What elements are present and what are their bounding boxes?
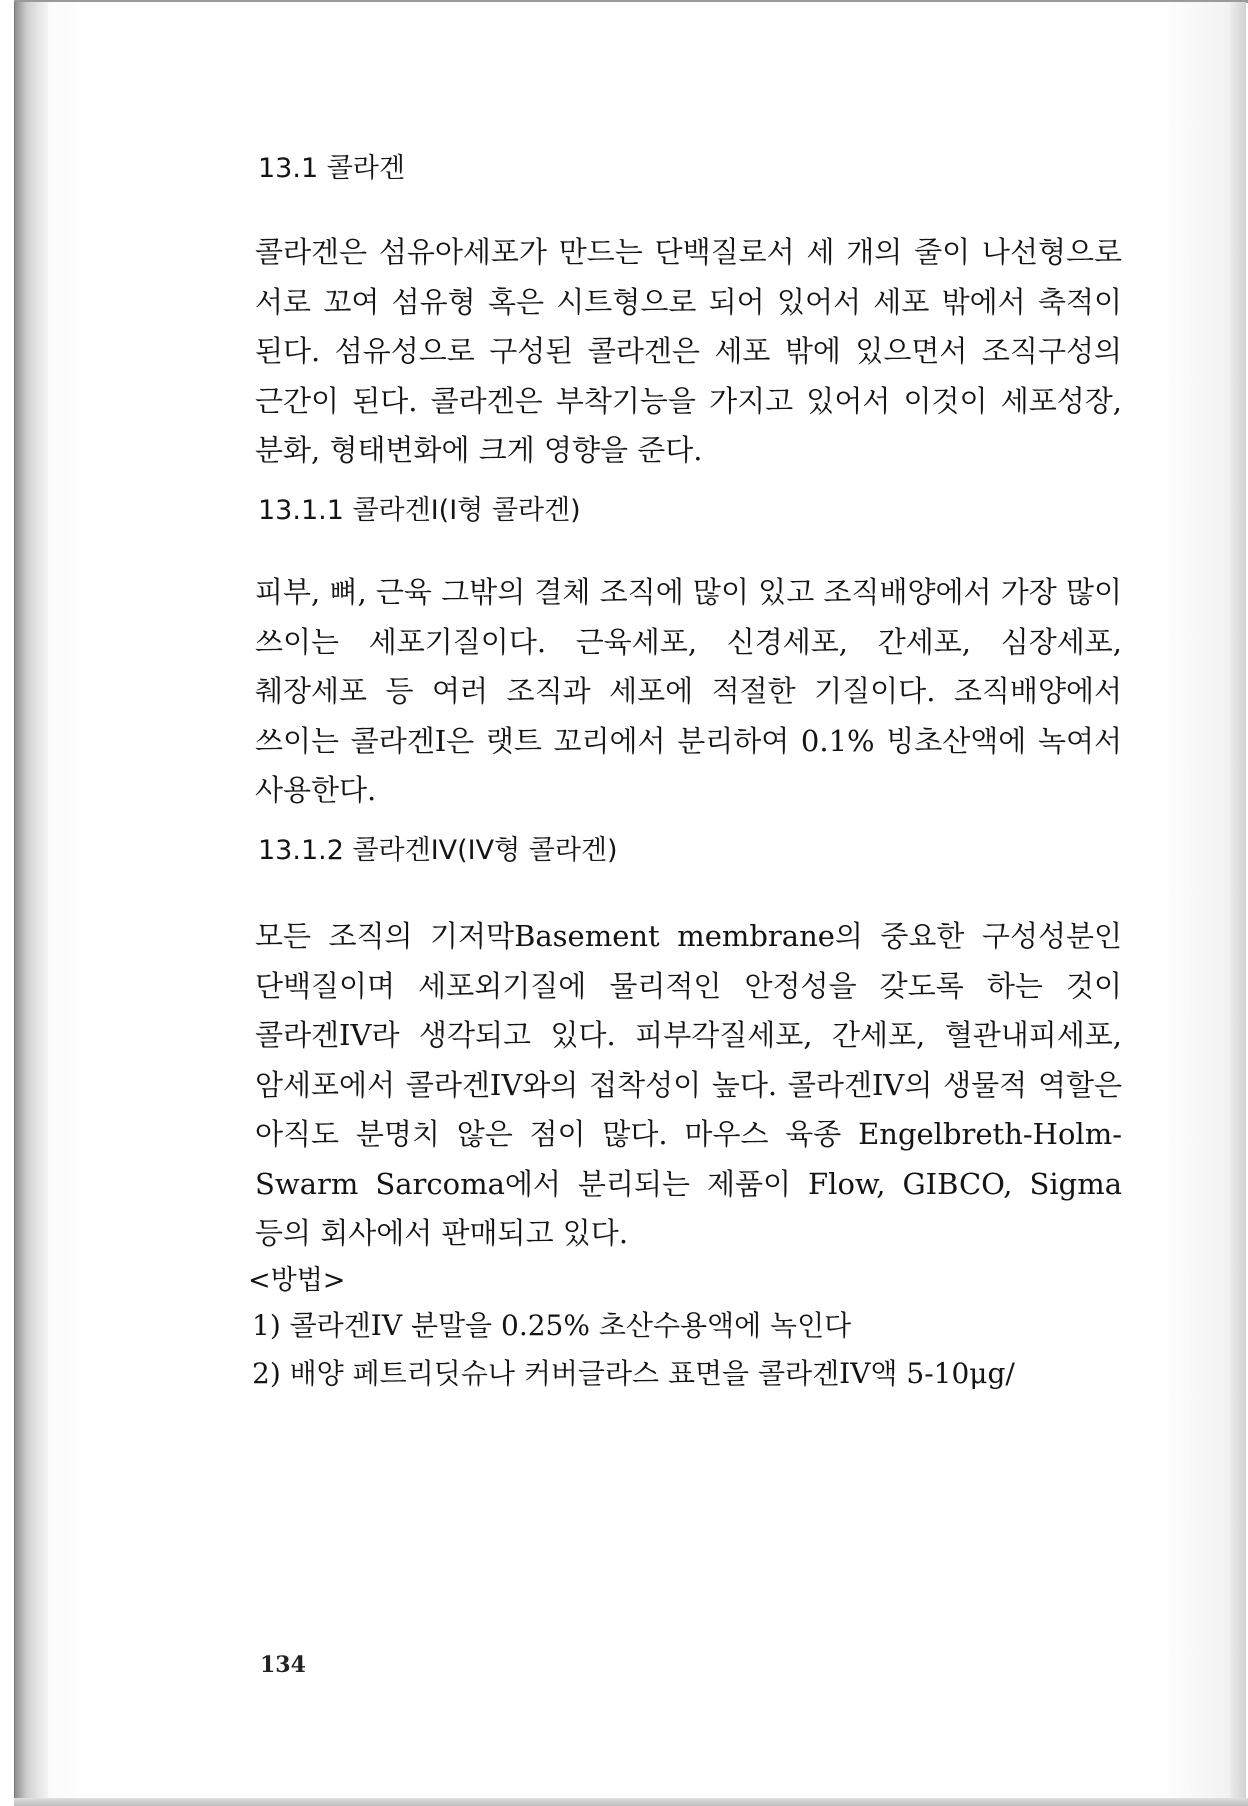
book-spine (14, 2, 49, 1802)
subsection1-paragraph-text: 피부, 뼈, 근육 그밖의 결체 조직에 많이 있고 조직배양에서 가장 많이 쓰이는 세포기질이다. 근육세포, 신경세포, 간세포, 심장세포, 췌장세포 등 여러 조직과 세포에 적절한 기질이다. 조직배양에서 쓰이는 콜라겐I은 랫트 꼬리에서 분리하여 0.1% 빙초산액에 녹여서 사용한다. (255, 575, 1122, 807)
section-heading: 13.1 콜라겐 (258, 153, 405, 184)
subsection2-heading: 13.1.2 콜라겐IV(IV형 콜라겐) (258, 835, 618, 866)
subsection1-paragraph (222, 568, 1122, 816)
method-label: <방법> (248, 1265, 346, 1296)
method-step-1: 1) 콜라겐IV 분말을 0.25% 초산수용액에 녹인다 (252, 1309, 852, 1342)
subsection1-heading: 13.1.1 콜라겐I(I형 콜라겐) (258, 495, 581, 526)
section-paragraph (222, 228, 1122, 476)
page-number: 134 (260, 1652, 306, 1678)
subsection2-paragraph (222, 912, 1122, 1259)
section-paragraph-text: 콜라겐은 섬유아세포가 만드는 단백질로서 세 개의 줄이 나선형으로 서로 꼬여 섬유형 혹은 시트형으로 되어 있어서 세포 밖에서 축적이 된다. 섬유성으로 구성된 콜라겐은 세포 밖에 있으면서 조직구성의 근간이 된다. 콜라겐은 부착기능을 가지고 있어서 이것이 세포성장, 분화, 형태변화에 크게 영향을 준다. (255, 235, 1122, 467)
page-right-edge (1230, 2, 1246, 1802)
method-step-2: 2) 배양 페트리딧슈나 커버글라스 표면을 콜라겐IV액 5-10μg/ (252, 1357, 1015, 1390)
page-bottom-edge (14, 1798, 1248, 1806)
subsection2-paragraph-text: 모든 조직의 기저막Basement membrane의 중요한 구성성분인 단백질이며 세포외기질에 물리적인 안정성을 갖도록 하는 것이 콜라겐IV라 생각되고 있다. 피부각질세포, 간세포, 혈관내피세포, 암세포에서 콜라겐IV와의 접착성이 높다. 콜라겐IV의 생물적 역할은 아직도 분명치 않은 점이 많다. 마우스 육종 Engelbreth-Holm-Swarm Sarcoma에서 분리되는 제품이 Flow, GIBCO, Sigma 등의 회사에서 판매되고 있다. (255, 919, 1122, 1250)
